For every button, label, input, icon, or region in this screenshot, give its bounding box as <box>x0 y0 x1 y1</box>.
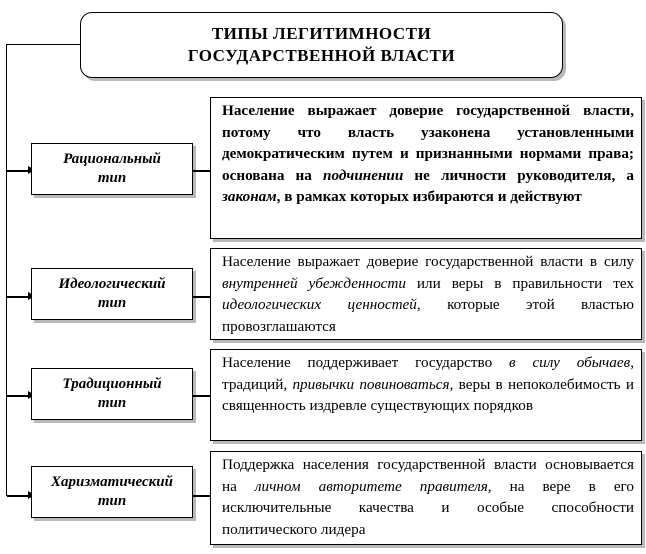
description-traditional <box>210 349 642 441</box>
emphasis-text: внутренней убежденности <box>222 274 406 292</box>
arrow-rational <box>7 170 29 172</box>
type-box-charismatic <box>31 466 193 518</box>
description-text: не личности руководителя, а <box>403 166 634 184</box>
description-text: , в рамках которых избираются и действуют <box>276 188 582 205</box>
title-line-1: ТИПЫ ЛЕГИТИМНОСТИ <box>211 24 432 43</box>
emphasis-text: идеологических ценностей <box>222 296 417 313</box>
emphasis-text: в силу обычаев <box>509 354 631 371</box>
emphasis-text: подчинении <box>323 166 404 184</box>
description-text: Население выражает доверие государственной власти в силу <box>222 253 634 270</box>
type-name-charismatic: Харизматический <box>51 474 173 490</box>
type-name-ideological: Идеологический <box>58 276 166 292</box>
type-box-traditional <box>31 368 193 420</box>
type-label-rational: тип <box>97 170 127 186</box>
description-text: Поддержка населения государственной власти основывается на <box>222 456 634 495</box>
type-box-rational <box>31 143 193 195</box>
arrow-ideological <box>7 296 29 298</box>
emphasis-text: законам <box>222 188 277 205</box>
type-box-ideological <box>31 268 193 320</box>
connector-ideological <box>193 296 210 298</box>
description-ideological <box>210 248 642 340</box>
type-name-rational: Рациональный <box>63 151 161 167</box>
arrow-charismatic <box>7 495 29 497</box>
description-charismatic <box>210 451 642 545</box>
connector-charismatic <box>193 495 210 497</box>
type-label-traditional: тип <box>97 395 127 411</box>
title-line-2: ГОСУДАРСТВЕННОЙ ВЛАСТИ <box>187 46 456 65</box>
description-text: или веры в правильности тех <box>405 274 634 292</box>
description-text: Население выражает доверие государственной власти, потому что власть узаконена установленными демократическим путем и признанными нормами права; основана на <box>222 102 634 184</box>
connector-rational <box>193 170 210 172</box>
description-text: , веры в непоколебимость и священность издревле существующих порядков <box>222 375 634 414</box>
emphasis-text: личном авторитете правителя <box>254 477 488 495</box>
connector-traditional <box>193 395 210 397</box>
arrow-traditional <box>7 395 29 397</box>
type-label-ideological: тип <box>97 295 127 311</box>
description-rational <box>210 97 642 239</box>
description-text: Население поддерживает государство <box>222 354 509 371</box>
type-name-traditional: Традиционный <box>62 376 162 392</box>
diagram-title <box>80 12 563 78</box>
type-label-charismatic: тип <box>97 493 127 509</box>
description-text: , традиций, <box>222 354 634 393</box>
description-text: , на вере в его исключительные качества и особые способности политического лидера <box>222 477 634 538</box>
emphasis-text: привычки повиноваться <box>292 375 450 393</box>
description-text: , которые этой властью провозглашаются <box>222 296 635 335</box>
